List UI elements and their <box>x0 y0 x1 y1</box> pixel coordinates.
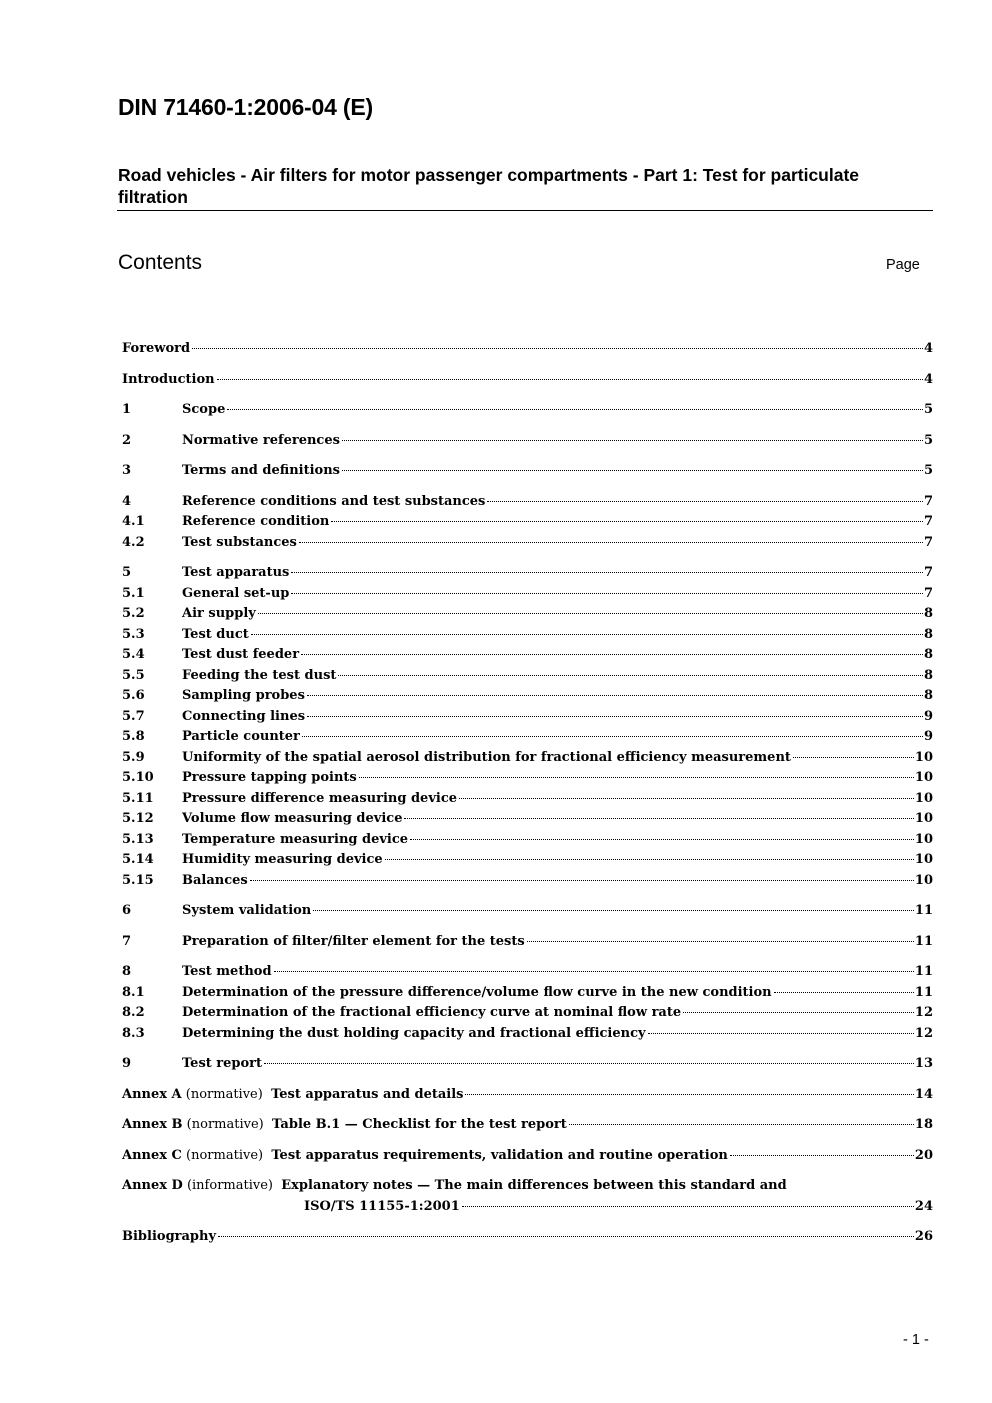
toc-entry[interactable] <box>122 645 933 666</box>
annex-label: Annex B <box>122 1117 183 1132</box>
toc-entry[interactable] <box>122 850 933 871</box>
toc-page: 18 <box>914 1117 933 1132</box>
toc-entry[interactable] <box>122 492 933 513</box>
toc-entry[interactable] <box>122 809 933 830</box>
toc-title: Balances <box>182 872 248 888</box>
toc-leader <box>342 440 923 441</box>
toc-leader <box>301 654 923 655</box>
toc-leader <box>192 348 923 349</box>
toc-leader <box>302 736 923 737</box>
toc-entry[interactable] <box>122 512 933 533</box>
toc-title: Scope <box>182 402 226 417</box>
toc-entry[interactable] <box>122 932 933 953</box>
toc-page: 10 <box>914 749 933 765</box>
toc-leader <box>250 880 914 881</box>
toc-number: 4.1 <box>122 514 145 529</box>
annex-title-cont: ISO/TS 11155-1:2001 <box>304 1198 460 1214</box>
toc-page: 4 <box>923 341 933 356</box>
annex-type: (normative) <box>185 1086 263 1102</box>
toc-entry[interactable] <box>122 400 933 421</box>
toc-entry[interactable] <box>122 1024 933 1045</box>
toc-title: Test method <box>182 964 272 979</box>
toc-page: 11 <box>914 903 933 918</box>
toc-entry-introduction[interactable] <box>122 370 933 391</box>
toc-page: 5 <box>923 402 933 417</box>
toc-number: 5.1 <box>122 585 145 601</box>
toc-entry[interactable] <box>122 768 933 789</box>
toc-number: 9 <box>122 1056 132 1071</box>
toc-number: 5.2 <box>122 606 145 621</box>
toc-number: 5.3 <box>122 626 145 642</box>
toc-page: 10 <box>914 831 933 847</box>
toc-title: Determination of the fractional efficiency curve at nominal flow rate <box>182 1005 682 1020</box>
toc-page: 12 <box>914 1005 933 1020</box>
toc-title: Introduction <box>122 371 215 387</box>
toc-entry[interactable] <box>122 533 933 554</box>
toc-page: 8 <box>923 688 933 703</box>
toc-title: Pressure tapping points <box>182 770 357 785</box>
toc-title: Preparation of filter/filter element for the tests <box>182 933 525 949</box>
toc-title: Terms and definitions <box>182 463 340 478</box>
table-of-contents <box>122 339 933 1248</box>
toc-leader <box>291 593 923 594</box>
toc-page: 7 <box>923 534 933 550</box>
toc-number: 5.10 <box>122 770 154 785</box>
toc-entry[interactable] <box>122 789 933 810</box>
toc-page: 8 <box>923 626 933 642</box>
toc-title: Test substances <box>182 534 297 550</box>
annex-title: Explanatory notes — The main differences between this standard and <box>281 1178 787 1193</box>
annex-label: Annex C <box>122 1147 182 1163</box>
toc-title: Determining the dust holding capacity and fractional efficiency <box>182 1025 646 1041</box>
toc-page: 11 <box>914 964 933 979</box>
annex-label: Annex A <box>122 1086 182 1102</box>
toc-number: 5.8 <box>122 729 145 744</box>
document-id: DIN 71460-1:2006-04 (E) <box>118 94 373 120</box>
toc-leader <box>307 695 923 696</box>
annex-title: Table B.1 — Checklist for the test report <box>272 1117 567 1132</box>
toc-annex-b[interactable] <box>122 1115 933 1136</box>
toc-number: 8.3 <box>122 1025 145 1041</box>
toc-leader <box>264 1063 914 1064</box>
toc-title: Connecting lines <box>182 708 306 724</box>
toc-page: 10 <box>914 770 933 785</box>
toc-entry[interactable] <box>122 901 933 922</box>
toc-leader <box>217 379 923 380</box>
toc-number: 5.4 <box>122 647 145 662</box>
toc-leader <box>218 1236 914 1237</box>
annex-type: (normative) <box>186 1117 264 1132</box>
toc-title: Feeding the test dust <box>182 667 337 683</box>
toc-entry[interactable] <box>122 707 933 728</box>
toc-title: Humidity measuring device <box>182 852 383 867</box>
toc-entry-bibliography[interactable] <box>122 1227 933 1248</box>
page-column-heading: Page <box>886 257 920 273</box>
toc-number: 3 <box>122 463 132 478</box>
toc-number: 7 <box>122 933 132 949</box>
toc-title: Test apparatus <box>182 565 290 580</box>
toc-title: Test duct <box>182 626 249 642</box>
toc-annex-a[interactable] <box>122 1085 933 1106</box>
toc-page: 9 <box>923 729 933 744</box>
toc-number: 5 <box>122 565 132 580</box>
toc-number: 5.5 <box>122 667 145 683</box>
toc-leader <box>307 716 923 717</box>
toc-entry[interactable] <box>122 625 933 646</box>
toc-leader <box>730 1155 914 1156</box>
annex-label: Annex D <box>122 1178 183 1193</box>
toc-leader <box>385 859 914 860</box>
toc-number: 6 <box>122 903 132 918</box>
toc-page: 5 <box>923 463 933 478</box>
toc-annex-d[interactable] <box>122 1176 933 1217</box>
toc-page: 8 <box>923 667 933 683</box>
toc-title: General set-up <box>182 585 290 601</box>
toc-page: 11 <box>914 984 933 1000</box>
toc-number: 5.13 <box>122 831 154 847</box>
toc-page: 13 <box>914 1056 933 1071</box>
toc-entry[interactable] <box>122 1003 933 1024</box>
toc-entry[interactable] <box>122 461 933 482</box>
toc-number: 1 <box>122 402 132 417</box>
toc-leader <box>459 798 914 799</box>
toc-entry[interactable] <box>122 983 933 1004</box>
toc-page: 10 <box>914 790 933 806</box>
toc-number: 8 <box>122 964 132 979</box>
toc-leader <box>487 501 923 502</box>
toc-number: 5.9 <box>122 749 145 765</box>
toc-page: 14 <box>914 1086 933 1102</box>
toc-page: 10 <box>914 872 933 888</box>
toc-number: 8.1 <box>122 984 145 1000</box>
toc-title: Normative references <box>182 432 340 448</box>
toc-page: 24 <box>914 1198 933 1214</box>
toc-leader <box>465 1094 913 1095</box>
toc-title: Foreword <box>122 341 191 356</box>
toc-number: 5.11 <box>122 790 154 806</box>
toc-entry[interactable] <box>122 748 933 769</box>
toc-number: 4.2 <box>122 534 145 550</box>
toc-title: System validation <box>182 903 312 918</box>
toc-title: Determination of the pressure difference/volume flow curve in the new condition <box>182 984 772 1000</box>
toc-entry[interactable] <box>122 962 933 983</box>
toc-title: Test dust feeder <box>182 647 300 662</box>
toc-page: 4 <box>923 371 933 387</box>
toc-title: Volume flow measuring device <box>182 811 403 826</box>
contents-heading: Contents <box>118 251 203 274</box>
toc-title: Test report <box>182 1056 263 1071</box>
toc-annex-c[interactable] <box>122 1146 933 1167</box>
toc-number: 2 <box>122 432 132 448</box>
toc-number: 5.14 <box>122 852 154 867</box>
toc-title: Temperature measuring device <box>182 831 409 847</box>
annex-title: Test apparatus and details <box>271 1086 464 1102</box>
toc-leader <box>462 1206 914 1207</box>
title-rule <box>117 210 933 211</box>
annex-type: (informative) <box>186 1178 273 1193</box>
toc-title: Uniformity of the spatial aerosol distribution for fractional efficiency measurement <box>182 749 791 765</box>
toc-number: 4 <box>122 493 132 509</box>
toc-leader <box>274 971 914 972</box>
toc-leader <box>569 1124 914 1125</box>
toc-leader <box>299 542 923 543</box>
toc-page: 9 <box>923 708 933 724</box>
toc-leader <box>227 409 923 410</box>
toc-page: 11 <box>914 933 933 949</box>
toc-leader <box>793 757 914 758</box>
toc-number: 5.15 <box>122 872 154 888</box>
toc-page: 5 <box>923 432 933 448</box>
toc-entry[interactable] <box>122 431 933 452</box>
toc-entry[interactable] <box>122 871 933 892</box>
toc-page: 10 <box>914 811 933 826</box>
toc-entry[interactable] <box>122 1054 933 1075</box>
toc-title: Bibliography <box>122 1229 217 1244</box>
toc-leader <box>359 777 914 778</box>
toc-number: 5.12 <box>122 811 154 826</box>
annex-d-line-2 <box>122 1197 933 1218</box>
toc-leader <box>342 470 923 471</box>
toc-title: Air supply <box>182 606 256 621</box>
toc-leader <box>251 634 923 635</box>
toc-entry[interactable] <box>122 830 933 851</box>
toc-page: 8 <box>923 606 933 621</box>
toc-page: 12 <box>914 1025 933 1041</box>
toc-number: 5.7 <box>122 708 145 724</box>
toc-leader <box>258 613 923 614</box>
toc-leader <box>527 941 914 942</box>
toc-title: Reference condition <box>182 514 330 529</box>
toc-page: 7 <box>923 565 933 580</box>
toc-leader <box>410 839 914 840</box>
toc-leader <box>338 675 923 676</box>
toc-entry[interactable] <box>122 563 933 584</box>
toc-title: Reference conditions and test substances <box>182 493 486 509</box>
document-title: Road vehicles - Air filters for motor passenger compartments - Part 1: Test for particulate filtration <box>118 165 860 207</box>
toc-entry[interactable] <box>122 584 933 605</box>
toc-page: 7 <box>923 585 933 601</box>
page-number: - 1 - <box>903 1332 929 1348</box>
toc-entry[interactable] <box>122 727 933 748</box>
toc-leader <box>404 818 913 819</box>
toc-page: 8 <box>923 647 933 662</box>
toc-page: 20 <box>914 1147 933 1163</box>
toc-entry[interactable] <box>122 686 933 707</box>
annex-d-line-1 <box>122 1176 933 1197</box>
toc-title: Pressure difference measuring device <box>182 790 457 806</box>
toc-leader <box>291 572 923 573</box>
toc-page: 7 <box>923 493 933 509</box>
toc-title: Sampling probes <box>182 688 305 703</box>
annex-type: (normative) <box>186 1147 264 1163</box>
toc-page: 10 <box>914 852 933 867</box>
toc-entry[interactable] <box>122 666 933 687</box>
toc-leader <box>648 1033 914 1034</box>
toc-page: 26 <box>914 1229 933 1244</box>
toc-leader <box>683 1012 914 1013</box>
toc-title: Particle counter <box>182 729 300 744</box>
toc-number: 8.2 <box>122 1005 145 1020</box>
toc-leader <box>774 992 914 993</box>
toc-page: 7 <box>923 514 933 529</box>
toc-leader <box>313 910 914 911</box>
annex-title: Test apparatus requirements, validation and routine operation <box>271 1147 728 1163</box>
toc-entry-foreword[interactable] <box>122 339 933 360</box>
toc-number: 5.6 <box>122 688 145 703</box>
toc-leader <box>331 521 923 522</box>
toc-entry[interactable] <box>122 604 933 625</box>
